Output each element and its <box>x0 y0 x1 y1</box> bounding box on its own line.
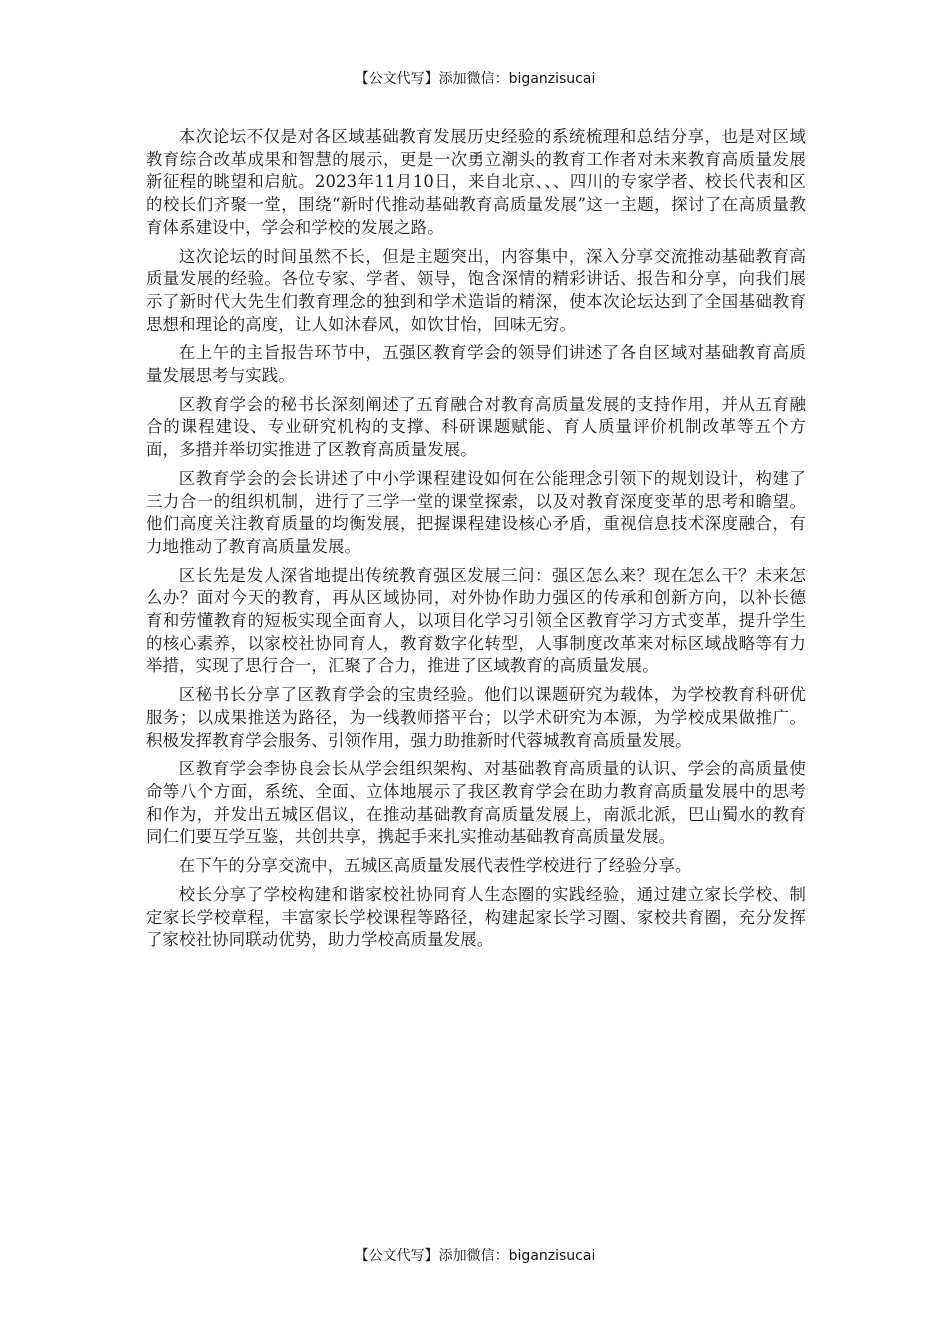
paragraph: 区教育学会的会长讲述了中小学课程建设如何在公能理念引领下的规划设计，构建了三力合一的组织机制，进行了三学一堂的课堂探索，以及对教育深度变革的思考和瞻望。他们高度关注教育质量的均衡发展，把握课程建设核心矛盾，重视信息技术深度融合，有力地推动了教育高质量发展。 <box>146 468 806 556</box>
paragraph: 本次论坛不仅是对各区域基础教育发展历史经验的系统梳理和总结分享，也是对区域教育综合改革成果和智慧的展示，更是一次勇立潮头的教育工作者对未来教育高质量发展新征程的眺望和启航。2023年11月10日，来自北京、、、四川的专家学者、校长代表和区的校长们齐聚一堂，围绕“新时代推动基础教育高质量发展”这一主题，探讨了在高质量教育体系建设中，学会和学校的发展之路。 <box>146 127 806 237</box>
page-header: 【公文代写】添加微信：biganzisucai <box>354 71 596 87</box>
paragraph: 在下午的分享交流中，五城区高质量发展代表性学校进行了经验分享。 <box>178 856 692 876</box>
paragraph: 校长分享了学校构建和谐家校社协同育人生态圈的实践经验，通过建立家长学校、制定家长学校章程，丰富家长学校课程等路径，构建起家长学习圈、家校共育圈，充分发挥了家校社协同联动优势，助力学校高质量发展。 <box>146 884 806 950</box>
page-footer: 【公文代写】添加微信：biganzisucai <box>354 1248 596 1264</box>
paragraph: 这次论坛的时间虽然不长，但是主题突出，内容集中，深入分享交流推动基础教育高质量发展的经验。各位专家、学者、领导，饱含深情的精彩讲话、报告和分享，向我们展示了新时代大先生们教育理念的独到和学术造诣的精深，使本次论坛达到了全国基础教育思想和理论的高度，让人如沐春风，如饮甘怡，回味无穷。 <box>146 246 806 334</box>
paragraph: 区教育学会李协良会长从学会组织架构、对基础教育高质量的认识、学会的高质量使命等八个方面，系统、全面、立体地展示了我区教育学会在助力教育高质量发展中的思考和作为，并发出五城区倡议，在推动基础教育高质量发展上，南派北派，巴山蜀水的教育同仁们要互学互鉴，共创共享，携起手来扎实推动基础教育高质量发展。 <box>146 759 806 847</box>
paragraph: 区长先是发人深省地提出传统教育强区发展三问：强区怎么来？现在怎么干？未来怎么办？面对今天的教育，再从区域协同，对外协作助力强区的传承和创新方向，以补长德育和劳懂教育的短板实现全面育人，以项目化学习引领全区教育学习方式变革，提升学生的核心素养，以家校社协同育人，教育数字化转型，人事制度改革来对标区域战略等有力举措，实现了思行合一，汇聚了合力，推进了区域教育的高质量发展。 <box>146 565 806 676</box>
paragraph: 在上午的主旨报告环节中，五强区教育学会的领导们讲述了各自区域对基础教育高质量发展思考与实践。 <box>146 343 806 386</box>
paragraph: 区秘书长分享了区教育学会的宝贵经验。他们以课题研究为载体，为学校教育科研优服务；以成果推送为路径，为一线教师搭平台；以学术研究为本源，为学校成果做推广。积极发挥教育学会服务、引领作用，强力助推新时代蓉城教育高质量发展。 <box>146 685 806 750</box>
article-body <box>146 126 806 958</box>
paragraph: 区教育学会的秘书长深刻阐述了五育融合对教育高质量发展的支持作用，并从五育融合的课程建设、专业研究机构的支撑、科研课题赋能、育人质量评价机制改革等五个方面，多措并举切实推进了区教育高质量发展。 <box>146 394 806 460</box>
